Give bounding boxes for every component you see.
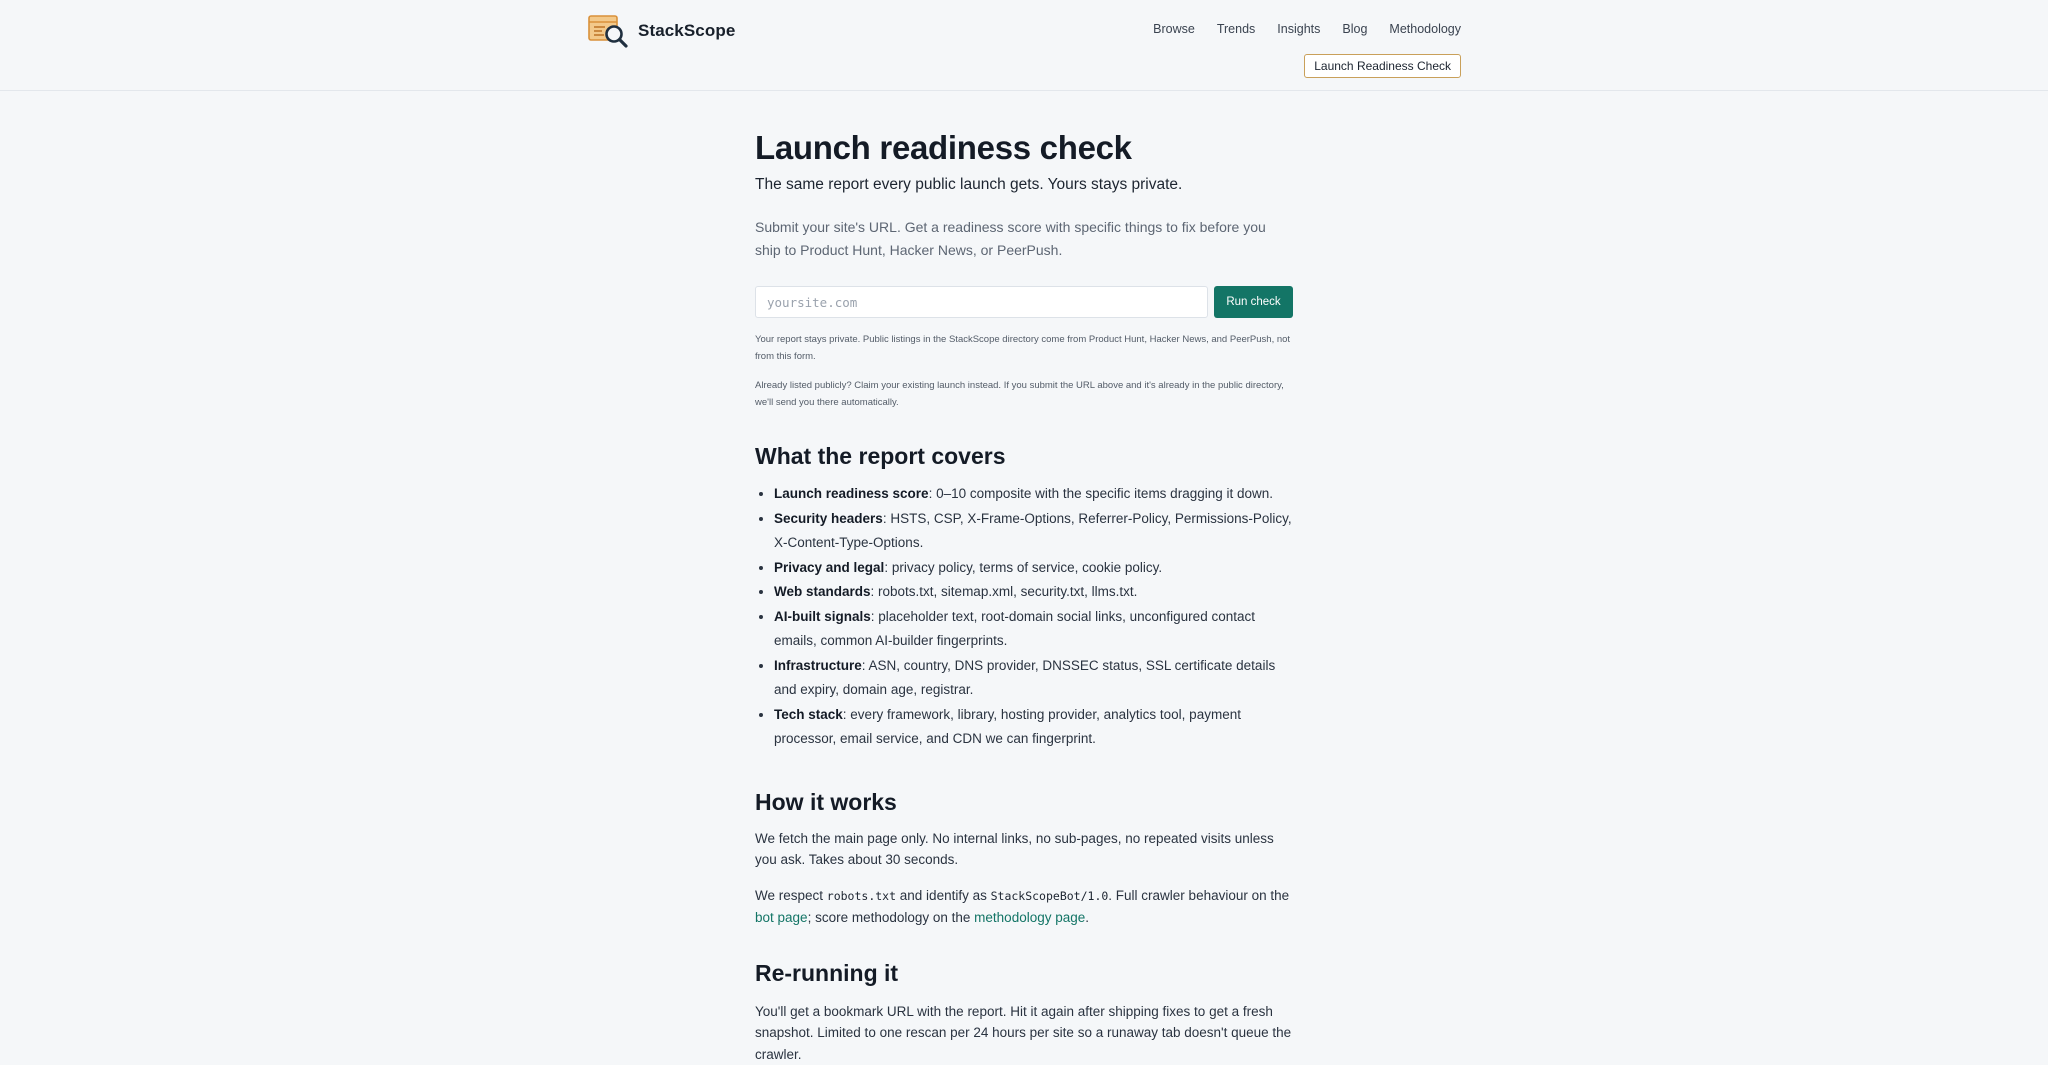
how-paragraph-1: We fetch the main page only. No internal links, no sub-pages, no repeated visits unless you ask. Takes about 30 seconds. xyxy=(755,828,1293,871)
section-heading-covers: What the report covers xyxy=(755,440,1293,472)
list-item-label: Tech stack xyxy=(774,707,843,722)
list-item xyxy=(774,482,1293,507)
list-item-label: Web standards xyxy=(774,584,871,599)
methodology-page-link[interactable]: methodology page xyxy=(974,910,1085,925)
main-nav xyxy=(1153,22,1461,36)
list-item xyxy=(774,654,1293,703)
check-form xyxy=(755,286,1293,318)
site-header xyxy=(0,0,2048,91)
list-item-label: AI-built signals xyxy=(774,609,871,624)
list-item-text: : ASN, country, DNS provider, DNSSEC status, SSL certificate details and expiry, domain age, registrar. xyxy=(774,658,1275,698)
list-item xyxy=(774,556,1293,581)
nav-trends[interactable]: Trends xyxy=(1217,22,1255,36)
launch-readiness-check-button[interactable]: Launch Readiness Check xyxy=(1304,54,1461,78)
nav-browse[interactable]: Browse xyxy=(1153,22,1195,36)
text: ; score methodology on the xyxy=(808,910,975,925)
stackscope-logo-icon xyxy=(588,13,628,49)
privacy-note: Your report stays private. Public listings in the StackScope directory come from Product Hunt, Hacker News, and PeerPush, not from this form. xyxy=(755,331,1293,365)
text: We respect xyxy=(755,888,827,903)
section-heading-how: How it works xyxy=(755,786,1293,818)
list-item-label: Security headers xyxy=(774,511,883,526)
page-title: Launch readiness check xyxy=(755,125,1293,171)
url-input[interactable] xyxy=(755,286,1208,318)
list-item xyxy=(774,703,1293,752)
nav-methodology[interactable]: Methodology xyxy=(1389,22,1461,36)
list-item xyxy=(774,507,1293,556)
robots-txt-code: robots.txt xyxy=(827,889,896,903)
list-item-text: : every framework, library, hosting provider, analytics tool, payment processor, email service, and CDN we can fingerprint. xyxy=(774,707,1241,747)
brand-name[interactable]: StackScope xyxy=(638,21,735,41)
list-item-text: : privacy policy, terms of service, cookie policy. xyxy=(884,560,1162,575)
claim-note: Already listed publicly? Claim your existing launch instead. If you submit the URL above and it's already in the public directory, we'll send you there automatically. xyxy=(755,377,1293,411)
brand-logo-link[interactable] xyxy=(588,13,735,49)
main-content xyxy=(755,125,1293,1065)
bot-page-link[interactable]: bot page xyxy=(755,910,808,925)
nav-insights[interactable]: Insights xyxy=(1277,22,1320,36)
bot-name-code: StackScopeBot/1.0 xyxy=(991,889,1109,903)
covers-list xyxy=(755,482,1293,752)
list-item-text: : robots.txt, sitemap.xml, security.txt, llms.txt. xyxy=(871,584,1138,599)
list-item-text: : placeholder text, root-domain social links, unconfigured contact emails, common AI-builder fingerprints. xyxy=(774,609,1255,649)
list-item-label: Launch readiness score xyxy=(774,486,929,501)
list-item-label: Infrastructure xyxy=(774,658,862,673)
list-item-text: : HSTS, CSP, X-Frame-Options, Referrer-Policy, Permissions-Policy, X-Content-Type-Options. xyxy=(774,511,1292,551)
list-item xyxy=(774,580,1293,605)
rerun-paragraph: You'll get a bookmark URL with the report. Hit it again after shipping fixes to get a fresh snapshot. Limited to one rescan per 24 hours per site so a runaway tab doesn't queue the crawler. xyxy=(755,1001,1293,1065)
page-lead: Submit your site's URL. Get a readiness score with specific things to fix before you ship to Product Hunt, Hacker News, or PeerPush. xyxy=(755,216,1293,262)
run-check-button[interactable]: Run check xyxy=(1214,286,1293,318)
section-heading-rerun: Re-running it xyxy=(755,957,1293,989)
nav-blog[interactable]: Blog xyxy=(1342,22,1367,36)
text: and identify as xyxy=(896,888,991,903)
text: . xyxy=(1085,910,1089,925)
list-item xyxy=(774,605,1293,654)
text: . Full crawler behaviour on the xyxy=(1108,888,1289,903)
how-paragraph-2 xyxy=(755,885,1293,929)
list-item-label: Privacy and legal xyxy=(774,560,884,575)
page-subtitle: The same report every public launch gets. Yours stays private. xyxy=(755,174,1293,196)
list-item-text: : 0–10 composite with the specific items dragging it down. xyxy=(929,486,1273,501)
